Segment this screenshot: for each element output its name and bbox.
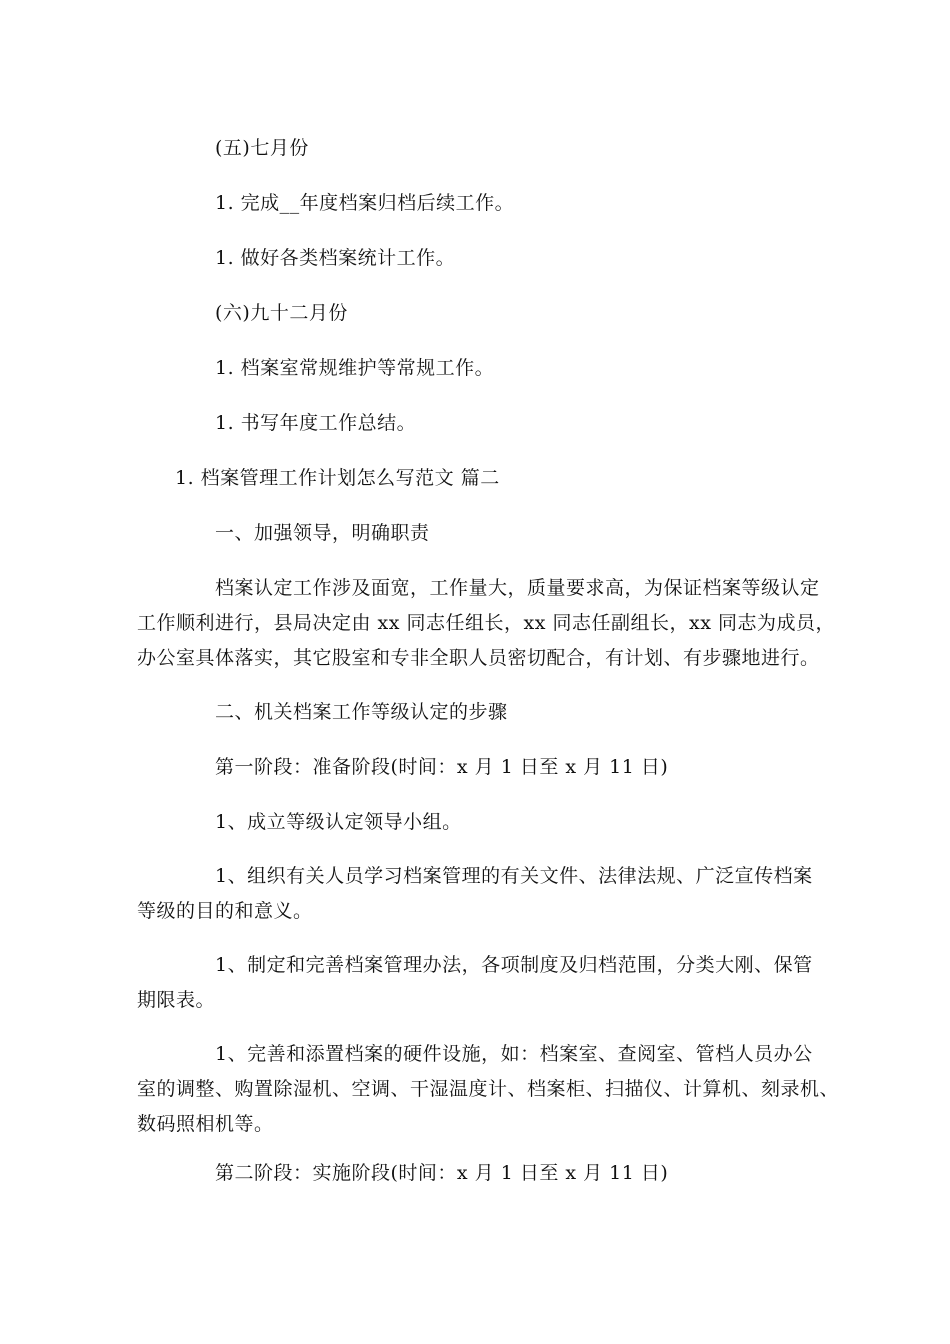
section-heading-july: (五)七月份 [215,137,309,159]
list-item-continuation: 等级的目的和意义。 [137,900,313,922]
list-item: 1. 档案室常规维护等常规工作。 [215,357,495,379]
list-item: 1. 做好各类档案统计工作。 [215,247,456,269]
article-title: 1. 档案管理工作计划怎么写范文 篇二 [175,467,500,489]
paragraph-line: 办公室具体落实，其它股室和专非全职人员密切配合，有计划、有步骤地进行。 [137,647,820,669]
paragraph-line: 档案认定工作涉及面宽，工作量大，质量要求高，为保证档案等级认定 [215,577,820,599]
stage-heading: 第一阶段：准备阶段(时间：x 月 1 日至 x 月 11 日) [215,756,669,778]
section-heading: 一、加强领导，明确职责 [215,522,430,544]
list-item: 1、成立等级认定领导小组。 [215,811,462,833]
list-item-continuation: 室的调整、购置除湿机、空调、干湿温度计、档案柜、扫描仪、计算机、刻录机、 [137,1078,840,1100]
list-item: 1、制定和完善档案管理办法，各项制度及归档范围，分类大刚、保管 [215,954,813,976]
section-heading: 二、机关档案工作等级认定的步骤 [215,701,508,723]
section-heading-sept-dec: (六)九十二月份 [215,302,348,324]
paragraph-line: 工作顺利进行，县局决定由 xx 同志任组长，xx 同志任副组长，xx 同志为成员， [137,612,835,634]
list-item: 1. 书写年度工作总结。 [215,412,417,434]
stage-heading: 第二阶段：实施阶段(时间：x 月 1 日至 x 月 11 日) [215,1162,669,1184]
list-item-continuation: 数码照相机等。 [137,1113,274,1135]
list-item-continuation: 期限表。 [137,989,216,1011]
list-item: 1、完善和添置档案的硬件设施，如：档案室、查阅室、管档人员办公 [215,1043,813,1065]
list-item: 1、组织有关人员学习档案管理的有关文件、法律法规、广泛宣传档案 [215,865,813,887]
list-item: 1. 完成__年度档案归档后续工作。 [215,192,515,214]
